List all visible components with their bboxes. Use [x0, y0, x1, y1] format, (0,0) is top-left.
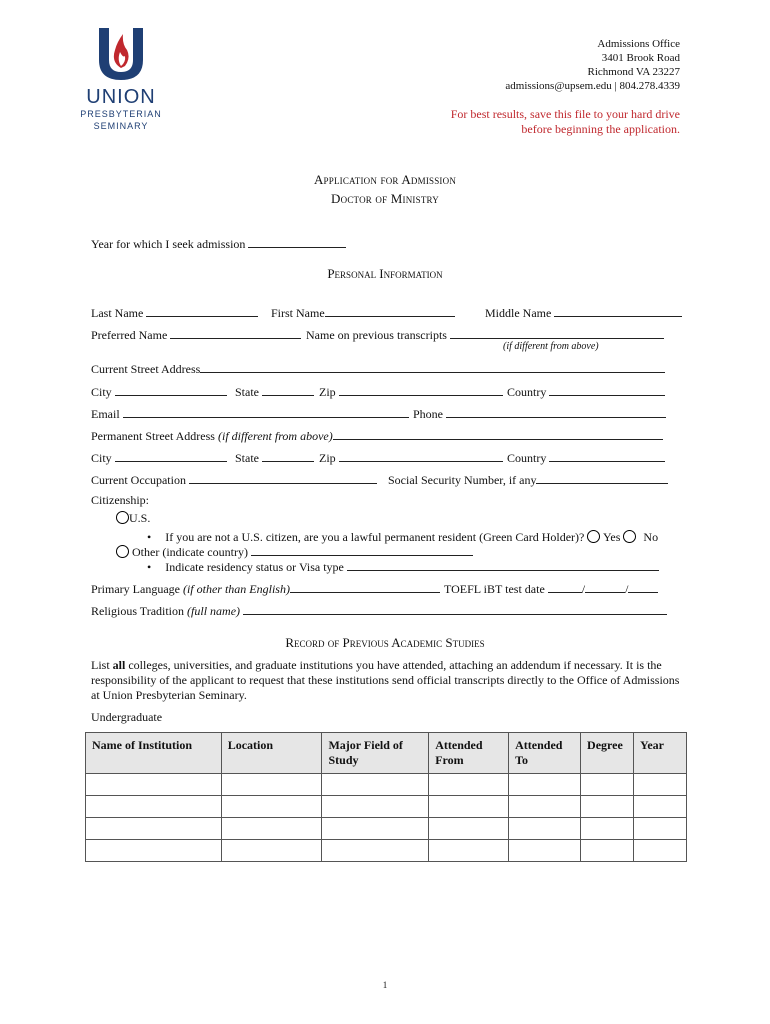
logo-line3: SEMINARY	[93, 121, 149, 131]
table-cell[interactable]	[221, 774, 322, 796]
save-notice-line2: before beginning the application.	[521, 122, 680, 136]
table-cell[interactable]	[509, 840, 581, 862]
residency-label: • Indicate residency status or Visa type	[147, 560, 344, 574]
perm-city-input[interactable]	[115, 450, 227, 462]
residency-input[interactable]	[347, 559, 659, 571]
year-label: Year for which I seek admission	[91, 237, 246, 251]
form-subtitle: Doctor of Ministry	[331, 191, 439, 206]
table-cell[interactable]	[429, 796, 509, 818]
personal-info-heading: Personal Information	[327, 266, 443, 281]
table-cell[interactable]	[509, 774, 581, 796]
col-year: Year	[634, 733, 687, 774]
prev-transcripts-note: (if different from above)	[503, 341, 599, 352]
zip-field	[319, 384, 503, 400]
zip-label: Zip	[319, 385, 336, 399]
country-input[interactable]	[549, 384, 665, 396]
table-cell[interactable]	[221, 840, 322, 862]
state-input[interactable]	[262, 384, 314, 396]
middle-name-label: Middle Name	[485, 306, 552, 320]
permanent-address-input[interactable]	[333, 428, 663, 440]
year-field	[91, 236, 346, 252]
table-cell[interactable]	[429, 774, 509, 796]
primary-language-field	[91, 581, 440, 597]
table-row	[86, 796, 687, 818]
green-card-text: • If you are not a U.S. citizen, are you a lawful permanent resident (Green Card Holder)?	[147, 530, 584, 544]
primary-language-input[interactable]	[290, 581, 440, 593]
current-address-input[interactable]	[200, 361, 665, 373]
perm-country-field	[507, 450, 665, 466]
religious-tradition-label: Religious Tradition	[91, 604, 185, 618]
city-input[interactable]	[115, 384, 227, 396]
table-cell[interactable]	[634, 796, 687, 818]
green-card-question	[147, 530, 658, 545]
union-seminary-logo-icon	[97, 26, 145, 82]
toefl-field: TOEFL iBT test date / /	[444, 581, 658, 597]
perm-zip-input[interactable]	[339, 450, 503, 462]
col-attended-from: Attended From	[429, 733, 509, 774]
undergraduate-table	[85, 732, 687, 862]
religious-tradition-input[interactable]	[243, 603, 667, 615]
us-citizen-option[interactable]	[116, 511, 150, 526]
religious-tradition-field	[91, 603, 667, 619]
office-city: Richmond VA 23227	[587, 66, 680, 78]
logo-line2: PRESBYTERIAN	[80, 109, 162, 119]
last-name-field	[91, 305, 258, 321]
primary-language-label: Primary Language	[91, 582, 180, 596]
table-row	[86, 840, 687, 862]
table-cell[interactable]	[322, 774, 429, 796]
current-address-field	[91, 361, 665, 377]
residency-field	[147, 559, 659, 575]
prev-transcripts-label: Name on previous transcripts	[306, 328, 447, 342]
table-cell[interactable]	[221, 818, 322, 840]
permanent-address-field	[91, 428, 663, 444]
table-cell[interactable]	[581, 818, 634, 840]
first-name-field	[271, 305, 455, 321]
phone-input[interactable]	[446, 406, 666, 418]
email-label: Email	[91, 407, 120, 421]
table-header-row	[86, 733, 687, 774]
col-location: Location	[221, 733, 322, 774]
form-title: Application for Admission	[313, 172, 457, 187]
prev-transcripts-field	[306, 327, 664, 343]
table-cell[interactable]	[509, 796, 581, 818]
occupation-field	[91, 472, 377, 488]
toefl-year-input[interactable]	[628, 581, 658, 593]
academic-intro-bold: all	[112, 658, 126, 672]
first-name-input[interactable]	[325, 305, 455, 317]
perm-state-field	[235, 450, 314, 466]
religious-tradition-note: (full name)	[187, 604, 241, 618]
undergraduate-label: Undergraduate	[91, 710, 163, 724]
other-citizenship-input[interactable]	[251, 544, 473, 556]
table-cell[interactable]	[634, 774, 687, 796]
table-cell[interactable]	[509, 818, 581, 840]
col-attended-to: Attended To	[509, 733, 581, 774]
ssn-input[interactable]	[536, 472, 668, 484]
table-cell[interactable]	[581, 840, 634, 862]
perm-city-label: City	[91, 451, 112, 465]
green-card-no-radio[interactable]	[623, 530, 636, 543]
other-citizenship-option[interactable]	[116, 544, 473, 560]
table-row	[86, 774, 687, 796]
middle-name-field	[485, 305, 682, 321]
phone-label: Phone	[413, 407, 443, 421]
us-citizen-radio[interactable]	[116, 511, 129, 524]
table-cell[interactable]	[581, 796, 634, 818]
year-input[interactable]	[248, 236, 346, 248]
green-card-yes-radio[interactable]	[587, 530, 600, 543]
perm-city-row	[91, 450, 227, 466]
occupation-label: Current Occupation	[91, 473, 186, 487]
ssn-field	[388, 472, 668, 488]
other-citizenship-label: Other (indicate country)	[132, 545, 248, 559]
page-number: 1	[382, 980, 388, 990]
perm-country-input[interactable]	[549, 450, 665, 462]
col-major: Major Field of Study	[322, 733, 429, 774]
table-cell[interactable]	[634, 818, 687, 840]
green-card-no-label: No	[643, 530, 659, 544]
email-input[interactable]	[123, 406, 409, 418]
email-field	[91, 406, 409, 422]
perm-zip-field	[319, 450, 503, 466]
table-cell[interactable]	[429, 840, 509, 862]
table-row	[86, 818, 687, 840]
citizenship-label: Citizenship:	[91, 493, 149, 507]
toefl-label: TOEFL iBT test date	[444, 582, 545, 596]
toefl-month-input[interactable]	[548, 581, 582, 593]
country-field	[507, 384, 665, 400]
permanent-address-label: Permanent Street Address	[91, 429, 215, 443]
permanent-address-note: (if different from above)	[217, 429, 333, 443]
green-card-yes-label: Yes	[602, 530, 621, 544]
country-label: Country	[507, 385, 547, 399]
zip-input[interactable]	[339, 384, 503, 396]
table-cell[interactable]	[429, 818, 509, 840]
other-citizenship-radio[interactable]	[116, 545, 129, 558]
primary-language-note: (if other than English)	[182, 582, 290, 596]
us-citizen-label: U.S.	[129, 511, 151, 525]
occupation-input[interactable]	[189, 472, 377, 484]
ssn-label: Social Security Number, if any	[388, 473, 537, 487]
academic-intro-pre: List	[91, 658, 113, 672]
prev-transcripts-input[interactable]	[450, 327, 664, 339]
table-cell[interactable]	[86, 840, 222, 862]
city-label: City	[91, 385, 112, 399]
academic-heading: Record of Previous Academic Studies	[285, 635, 485, 650]
save-notice-line1: For best results, save this file to your hard drive	[450, 107, 680, 121]
table-cell[interactable]	[86, 818, 222, 840]
perm-state-input[interactable]	[262, 450, 314, 462]
office-contact: admissions@upsem.edu | 804.278.4339	[505, 80, 680, 92]
table-cell[interactable]	[581, 774, 634, 796]
preferred-name-field	[91, 327, 301, 343]
table-cell[interactable]	[221, 796, 322, 818]
state-label: State	[235, 385, 259, 399]
col-degree: Degree	[581, 733, 634, 774]
col-institution: Name of Institution	[86, 733, 222, 774]
current-address-label: Current Street Address	[91, 362, 201, 376]
middle-name-input[interactable]	[554, 305, 682, 317]
state-field	[235, 384, 314, 400]
logo-name: UNION	[86, 86, 156, 108]
perm-state-label: State	[235, 451, 259, 465]
table-cell[interactable]	[322, 796, 429, 818]
academic-intro-post: colleges, universities, and graduate institutions you have attended, attaching an addendum if necessary. It is the responsibility of the applicant to request that these institutions send official transcripts directly to the Office of Admissions at Union Presbyterian Seminary.	[91, 658, 680, 702]
perm-country-label: Country	[507, 451, 547, 465]
table-cell[interactable]	[634, 840, 687, 862]
office-name: Admissions Office	[597, 38, 680, 50]
last-name-label: Last Name	[91, 306, 144, 320]
perm-zip-label: Zip	[319, 451, 336, 465]
academic-instructions	[91, 658, 683, 703]
preferred-name-input[interactable]	[170, 327, 301, 339]
last-name-input[interactable]	[146, 305, 258, 317]
phone-field	[413, 406, 666, 422]
toefl-day-input[interactable]	[585, 581, 625, 593]
office-street: 3401 Brook Road	[601, 52, 680, 64]
preferred-name-label: Preferred Name	[91, 328, 168, 342]
city-row	[91, 384, 227, 400]
table-cell[interactable]	[322, 840, 429, 862]
table-cell[interactable]	[322, 818, 429, 840]
first-name-label: First Name	[271, 306, 325, 320]
table-cell[interactable]	[86, 774, 222, 796]
table-cell[interactable]	[86, 796, 222, 818]
